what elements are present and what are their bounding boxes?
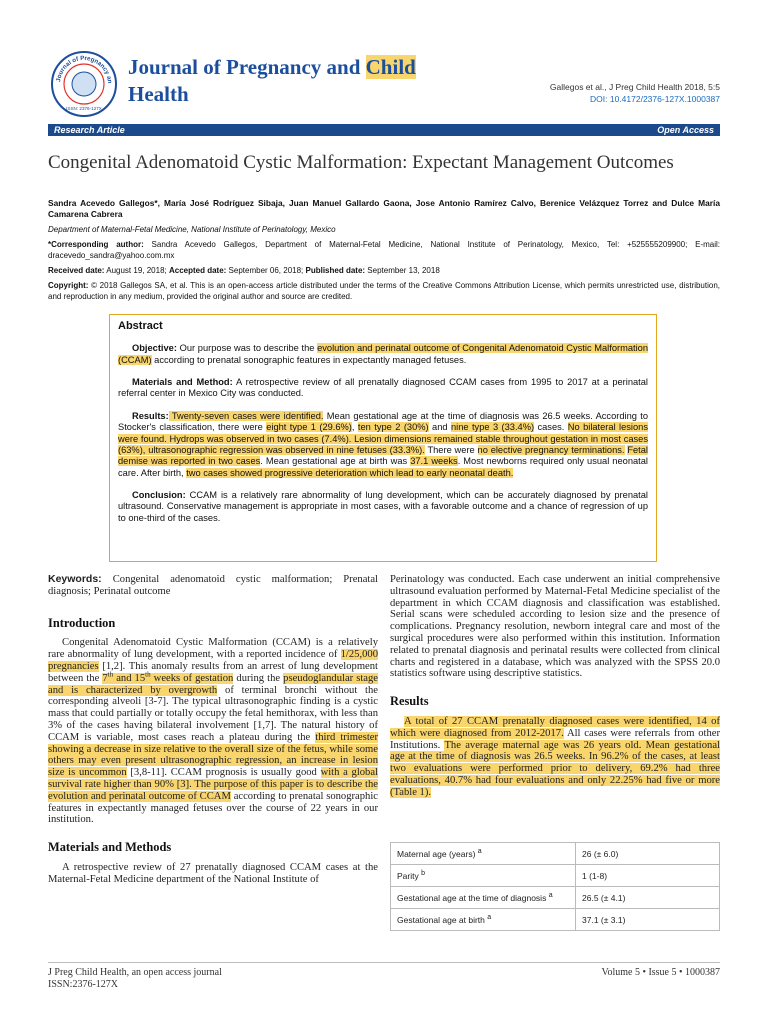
body-text: Congenital Adenomatoid Cystic Malformation (CCAM) is a relatively rare abnormality of lung development, with a reported incidence of	[48, 637, 378, 661]
logo-ring-text: Journal of Pregnancy an	[55, 54, 114, 84]
abstract-text: cases.	[534, 422, 568, 433]
methods-label: Materials and Method:	[132, 377, 233, 388]
highlight: Twenty-seven cases were identified.	[168, 411, 324, 422]
results-heading: Results	[390, 694, 429, 709]
copyright-text: © 2018 Gallegos SA, et al. This is an open-access article distributed under the terms of the Creative Commons Attribution License, which permits unrestricted use, distribution, and reproduction in any medium, provided the original author and source are credited.	[48, 281, 720, 301]
highlight: pseudoglandular stage and is characterized by overgrowth	[48, 672, 379, 696]
abstract-text: A retrospective review of all prenatally diagnosed CCAM cases from 1995 to 2017 at a perinatal referral center in Mexico City was conducted.	[118, 377, 648, 399]
highlight: A total of 27 CCAM prenatally diagnosed cases were identified, 14 of which were diagnosed from 2012-2017.	[390, 715, 720, 739]
keywords-text: Congenital adenomatoid cystic malformation; Prenatal diagnosis; Perinatal outcome	[48, 574, 378, 597]
journal-title[interactable]	[128, 54, 416, 108]
table-row	[391, 865, 720, 887]
footer-volume: Volume 5 • Issue 5 • 1000387	[601, 967, 720, 978]
footnote-mark: b	[421, 869, 426, 877]
table-cell-value: 26 (± 6.0)	[576, 843, 720, 865]
abstract-text: CCAM is a relatively rare abnormality of lung development, which can be accurately diagnosed by prenatal ultrasound. Conservative management is appropriate in most cases, with a favorable outcome and a chance of regression of up to one-third of the cases.	[118, 490, 648, 523]
highlight: 37.1 weeks	[410, 456, 458, 467]
doi-link[interactable]: DOI: 10.4172/2376-127X.1000387	[590, 94, 720, 104]
abstract-text: ,	[351, 422, 358, 433]
table-cell-value: 1 (1-8)	[576, 865, 720, 887]
table-row	[391, 887, 720, 909]
highlight: weeks of gestation	[150, 672, 234, 684]
highlight: evolution and perinatal outcome of Congenital Adenomatoid Cystic Malformation (CCAM)	[118, 343, 648, 365]
abstract-heading: Abstract	[118, 320, 163, 332]
journal-title-part: Journal of Pregnancy and	[128, 55, 366, 79]
received-date: August 19, 2018;	[104, 266, 169, 275]
abstract-objective	[118, 343, 648, 366]
received-label: Received date:	[48, 266, 105, 275]
highlight: and 15	[113, 672, 146, 684]
methods-heading: Materials and Methods	[48, 840, 172, 855]
results-label: Results:	[132, 411, 169, 422]
corr-label: *Corresponding author:	[48, 240, 144, 249]
accepted-date: September 06, 2018;	[226, 266, 306, 275]
published-label: Published date:	[305, 266, 366, 275]
table-cell-label	[391, 887, 576, 909]
abstract-text: Mean gestational age at the time of diagnosis was 26.5 weeks. According to Stocker's classification, there were	[118, 411, 648, 433]
introduction-heading: Introduction	[48, 615, 116, 630]
accepted-label: Accepted date:	[168, 266, 227, 275]
body-text: All cases were referrals from other Institutions.	[390, 727, 720, 751]
footer-journal	[48, 967, 222, 991]
abstract-box	[109, 314, 657, 562]
superscript: th	[107, 670, 114, 679]
abstract-text: according to prenatal sonographic features in expectantly managed fetuses.	[151, 354, 467, 365]
author-list: Sandra Acevedo Gallegos*, María José Rodríguez Sibaja, Juan Manuel Gallardo Gaona, Jose Antonio Ramírez Calvo, Berenice Velázquez Torrez and Dulce María Camarena Cabrera	[48, 198, 720, 219]
journal-title-highlight: Child	[365, 55, 416, 79]
citation-block	[550, 81, 720, 105]
row-label: Gestational age at birth	[397, 914, 485, 925]
published-date: September 13, 2018	[365, 266, 440, 275]
footer-journal-name: J Preg Child Health, an open access journal	[48, 967, 222, 978]
footer-divider	[48, 962, 720, 963]
article-title: Congenital Adenomatoid Cystic Malformation: Expectant Management Outcomes	[48, 152, 674, 173]
footnote-mark: a	[487, 913, 492, 921]
keywords	[48, 574, 378, 598]
journal-logo	[50, 50, 118, 118]
abstract-conclusion	[118, 490, 648, 524]
citation-text: Gallegos et al., J Preg Child Health 2018, 5:5	[549, 82, 720, 92]
table-cell-value: 26.5 (± 4.1)	[576, 887, 720, 909]
logo-issn: ISSN: 2376-127X	[66, 106, 102, 111]
abstract-text: Our purpose was to describe the	[176, 343, 318, 354]
body-text: according to prenatal sonographic features in expectantly managed fetuses over the course of 22 years in our institution.	[48, 790, 378, 826]
row-label: Gestational age at the time of diagnosis	[397, 892, 547, 903]
corr-text: Sandra Acevedo Gallegos, Department of Maternal-Fetal Medicine, National Institute of Perinatology, Mexico, Tel: +525555209900; E-mail: dracevedo_sandra@yahoo.com.mx	[48, 240, 720, 260]
table-cell-label	[391, 865, 576, 887]
conclusion-label: Conclusion:	[132, 490, 186, 501]
footnote-mark: a	[477, 847, 482, 855]
highlight: 1/25,000 pregnancies	[48, 649, 378, 672]
copyright-notice	[48, 280, 720, 302]
introduction-paragraph	[48, 637, 378, 826]
abstract-methods	[118, 377, 648, 400]
highlight: third trimester showing a decrease in size relative to the overall size of the fetus, while some others may even present ultrasonographic regression, an increase in lesion size is uncommon	[48, 731, 378, 779]
article-dates	[48, 265, 720, 276]
journal-title-line2: Health	[128, 82, 189, 106]
left-column	[48, 574, 378, 886]
highlight: no elective pregnancy terminations.	[477, 444, 625, 455]
copyright-label: Copyright:	[48, 281, 89, 290]
table-row	[391, 843, 720, 865]
keywords-label: Keywords:	[48, 573, 102, 585]
body-text: during the	[233, 672, 284, 684]
table-cell-label	[391, 843, 576, 865]
body-text: [3,8-11]. CCAM prognosis is usually good	[126, 767, 321, 779]
highlight: nine type 3 (33.4%)	[450, 422, 535, 433]
footnote-mark: a	[548, 891, 553, 899]
abstract-results	[118, 411, 648, 479]
affiliation: Department of Maternal-Fetal Medicine, National Institute of Perinatology, Mexico	[48, 225, 336, 234]
methods-paragraph-start: A retrospective review of 27 prenatally diagnosed CCAM cases at the Maternal-Fetal Medicine department of the National Institute of	[48, 861, 378, 885]
table-1	[390, 842, 720, 931]
superscript: th	[145, 670, 151, 679]
article-type-label: Research Article	[54, 125, 125, 135]
footer-issn: ISSN:2376-127X	[48, 979, 119, 990]
row-label: Maternal age (years)	[397, 848, 476, 859]
results-paragraph	[390, 716, 720, 799]
right-column	[390, 574, 720, 799]
body-text: of terminal bronchi without the corresponding alveoli [3-7]. The typical ultrasonographic finding is a cystic mass that could partially or totally occupy the fetal hemithorax, with less than 3% of the cases having bilateral involvement [1,7]. The natural history of CCAM is variable, most cases reach a plateau during the	[48, 684, 378, 743]
highlight: The average maternal age was 26 years old. Mean gestational age at the time of diagnosis was 26.5 weeks. In 96.2% of the cases, at least two evaluations were performed prior to delivery, 69.2% had three evaluations, 40.7% had four evaluations and only 22.25% had five or more (Table 1).	[390, 739, 720, 798]
table-cell-value: 37.1 (± 3.1)	[576, 909, 720, 931]
abstract-text: . Mean gestational age at birth was	[260, 456, 411, 467]
methods-paragraph-continued: Perinatology was conducted. Each case underwent an initial comprehensive ultrasound evaluation performed by Maternal-Fetal Medicine specialist of the department in which CCAM diagnosis and classification was established. Serial scans were scheduled according to lesion size and the presence of complications. Pregnancy resolution, newborn integral care and most of the surgical procedures were also performed within this institution. Information related to prenatal diagnosis and perinatal results were collected from clinical charts and registered in a database, which was analyzed with the SPSS 20.0 statistics software using descriptive statistics.	[390, 574, 720, 680]
highlight: with a global survival rate higher than 90% [3]. The purpose of this paper is to describe the evolution and perinatal outcome of CCAM	[48, 767, 379, 802]
abstract-text: There were	[424, 444, 478, 455]
corresponding-author	[48, 239, 720, 261]
open-access-label[interactable]: Open Access	[657, 125, 714, 135]
highlight: two cases showed progressive deterioration which lead to early neonatal death.	[186, 467, 514, 478]
abstract-text: and	[428, 422, 451, 433]
highlight: Fetal demise was reported in two cases	[118, 444, 648, 467]
article-type-banner	[48, 124, 720, 136]
body-text: [1,2]. This anomaly results from an arrest of lung development between the	[48, 660, 378, 684]
highlight: 7	[102, 672, 108, 684]
row-label: Parity	[397, 870, 419, 881]
table-cell-label	[391, 909, 576, 931]
highlight: ten type 2 (30%)	[357, 422, 429, 433]
table-row	[391, 909, 720, 931]
objective-label: Objective:	[132, 343, 177, 354]
abstract-text: . Most newborns required only usual neonatal care. After birth,	[118, 456, 648, 478]
highlight: No bilateral lesions were found. Hydrops was observed in two cases (7.4%). Lesion dimensions remained stable throughout gestation in most cases (63%), ultrasonographic regression was observed in nine fetuses (33.3%).	[118, 422, 648, 455]
highlight: eight type 1 (29.6%)	[266, 422, 352, 433]
